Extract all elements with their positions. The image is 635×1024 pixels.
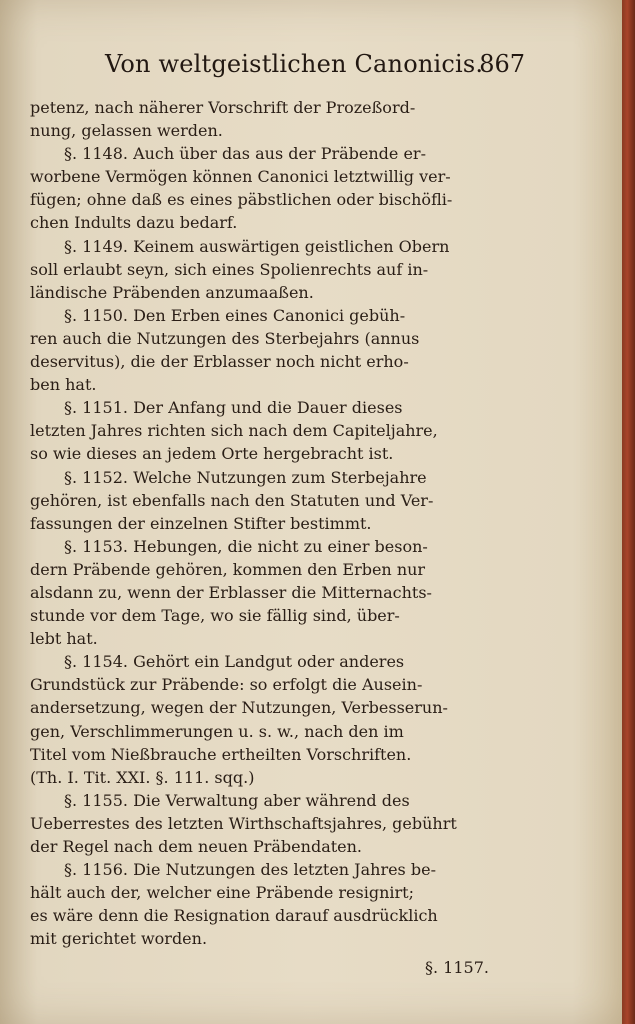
text-line: §. 1156. Die Nutzungen des letzten Jahres be- xyxy=(64,860,436,880)
page-header xyxy=(105,50,525,84)
running-title: Von weltgeistlichen Canonicis. xyxy=(105,50,484,78)
text-line: §. 1151. Der Anfang und die Dauer dieses xyxy=(64,398,403,418)
text-line: fassungen der einzelnen Stifter bestimmt. xyxy=(30,513,372,533)
body-text xyxy=(30,96,500,950)
catchword: §. 1157. xyxy=(425,958,489,977)
text-line: mit gerichtet worden. xyxy=(30,929,208,949)
text-line: §. 1148. Auch über das aus der Präbende er- xyxy=(64,144,426,164)
text-line: Titel vom Nießbrauche ertheilten Vorschriften. xyxy=(30,744,412,764)
text-line: gehören, ist ebenfalls nach den Statuten und Ver- xyxy=(30,490,434,510)
text-line: ländische Präbenden anzumaaßen. xyxy=(30,282,314,302)
book-edge xyxy=(622,0,635,1024)
text-line: lebt hat. xyxy=(30,629,98,649)
text-line: deservitus), die der Erblasser noch nicht erho- xyxy=(30,352,409,372)
text-line: nung, gelassen werden. xyxy=(30,121,223,141)
text-line: Grundstück zur Präbende: so erfolgt die Ausein- xyxy=(30,675,423,695)
text-line: ren auch die Nutzungen des Sterbejahrs (annus xyxy=(30,328,420,348)
text-line: §. 1155. Die Verwaltung aber während des xyxy=(64,790,410,810)
page-number: 867 xyxy=(479,50,525,78)
text-line: gen, Verschlimmerungen u. s. w., nach den im xyxy=(30,721,404,741)
text-line: hält auch der, welcher eine Präbende resignirt; xyxy=(30,883,414,903)
text-line: §. 1152. Welche Nutzungen zum Sterbejahre xyxy=(64,467,427,487)
text-line: andersetzung, wegen der Nutzungen, Verbesserun- xyxy=(30,698,448,718)
text-line: fügen; ohne daß es eines päbstlichen oder bischöfli- xyxy=(30,190,453,210)
text-line: ben hat. xyxy=(30,375,97,395)
text-line: §. 1153. Hebungen, die nicht zu einer beson- xyxy=(64,536,428,556)
text-line: (Th. I. Tit. XXI. §. 111. sqq.) xyxy=(30,767,255,787)
text-line: letzten Jahres richten sich nach dem Capiteljahre, xyxy=(30,421,438,441)
text-line: so wie dieses an jedem Orte hergebracht ist. xyxy=(30,444,394,464)
text-line: worbene Vermögen können Canonici letztwillig ver- xyxy=(30,167,451,187)
text-line: petenz, nach näherer Vorschrift der Prozeßord- xyxy=(30,98,416,117)
text-line: Ueberrestes des letzten Wirthschaftsjahres, gebührt xyxy=(30,813,457,833)
text-line: §. 1154. Gehört ein Landgut oder anderes xyxy=(64,652,405,672)
text-line: §. 1150. Den Erben eines Canonici gebüh- xyxy=(64,305,406,325)
text-line: es wäre denn die Resignation darauf ausdrücklich xyxy=(30,906,438,926)
text-line: alsdann zu, wenn der Erblasser die Mitternachts- xyxy=(30,582,432,602)
text-line: dern Präbende gehören, kommen den Erben nur xyxy=(30,559,426,579)
text-line: stunde vor dem Tage, wo sie fällig sind, über- xyxy=(30,606,400,626)
text-line: §. 1149. Keinem auswärtigen geistlichen Obern xyxy=(64,236,450,256)
text-line: chen Indults dazu bedarf. xyxy=(30,213,238,233)
text-line: der Regel nach dem neuen Präbendaten. xyxy=(30,837,363,856)
text-line: soll erlaubt seyn, sich eines Spolienrechts auf in- xyxy=(30,259,429,279)
